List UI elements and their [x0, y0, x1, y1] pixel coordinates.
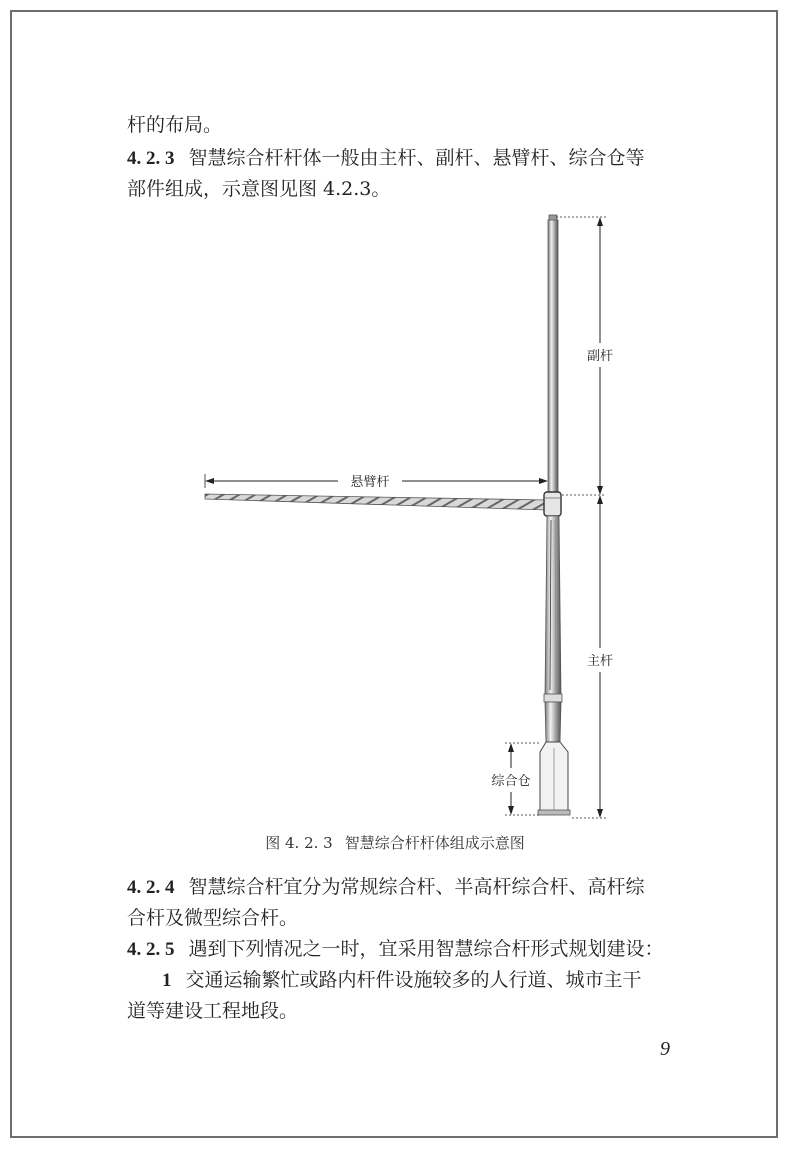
item-number: 1 — [162, 970, 172, 991]
section-4-2-4-line-2: 合杆及微型综合杆。 — [127, 907, 299, 929]
section-4-2-3-line-2: 部件组成，示意图见图 4.2.3。 — [127, 178, 391, 200]
cabinet-label: 综合仓 — [491, 774, 531, 789]
section-4-2-5-line-1: 4. 2. 5 遇到下列情况之一时，宜采用智慧综合杆形式规划建设： — [127, 938, 664, 960]
figure-caption — [0, 832, 790, 854]
section-4-2-4-line-1: 4. 2. 4 智慧综合杆宜分为常规综合杆、半高杆综合杆、高杆综 — [127, 876, 645, 898]
section-4-2-3-line-1: 4. 2. 3 智慧综合杆杆体一般由主杆、副杆、悬臂杆、综合仓等 — [127, 147, 645, 169]
item-1-line-2: 道等建设工程地段。 — [127, 1000, 299, 1022]
joint-flange-shape — [544, 492, 561, 516]
sub-pole-label: 副杆 — [586, 349, 614, 364]
sub-pole-shape — [548, 215, 558, 492]
figure-title: 智慧综合杆杆体组成示意图 — [344, 834, 525, 852]
paragraph-continuation: 杆的布局。 — [127, 114, 223, 136]
cabinet-shape — [538, 742, 570, 815]
cantilever-label: 悬臂杆 — [350, 475, 390, 490]
section-number: 4. 2. 5 — [127, 939, 175, 960]
page-number: 9 — [660, 1038, 670, 1060]
main-pole-shape — [544, 516, 562, 742]
figure-number: 图 4. 2. 3 — [265, 834, 333, 852]
item-1-line-1: 1 交通运输繁忙或路内杆件设施较多的人行道、城市主干 — [162, 969, 642, 991]
section-number: 4. 2. 4 — [127, 877, 175, 898]
cantilever-arm-shape — [205, 494, 547, 510]
section-number: 4. 2. 3 — [127, 148, 175, 169]
main-pole-label: 主杆 — [586, 654, 614, 669]
